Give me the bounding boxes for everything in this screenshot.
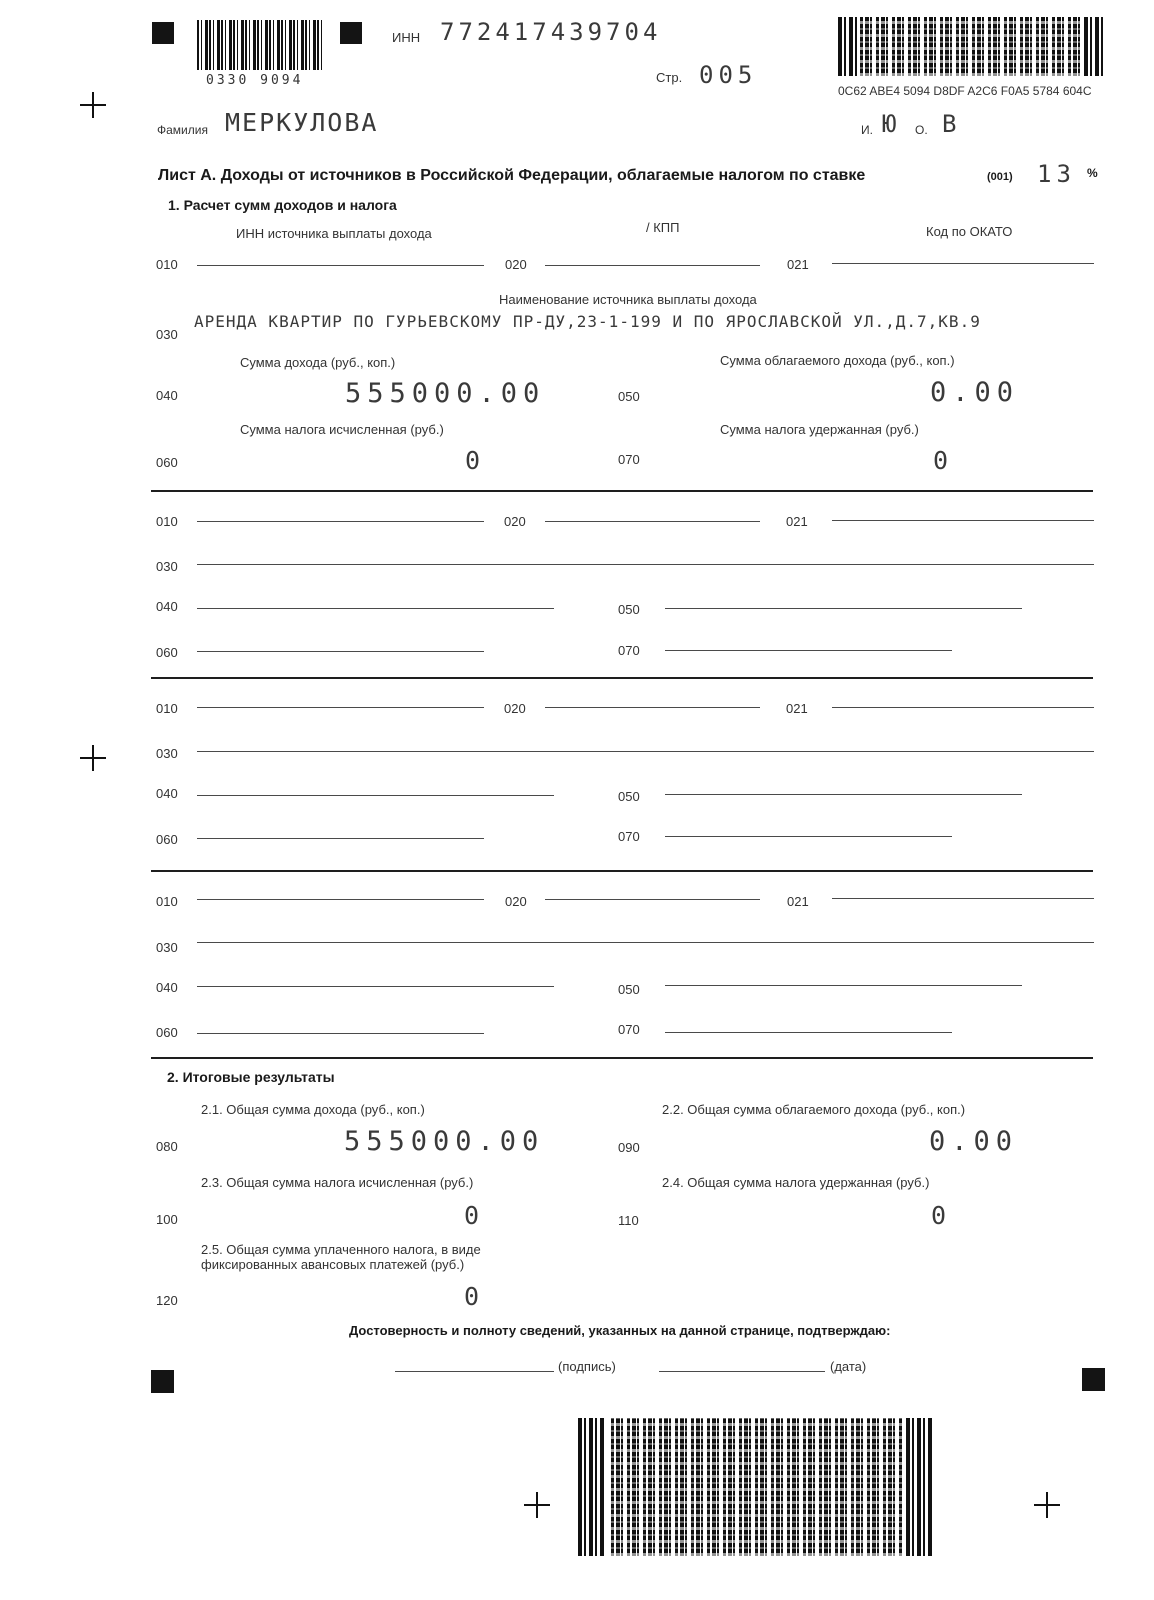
code-060: 060 bbox=[156, 832, 178, 847]
okato-field[interactable] bbox=[832, 520, 1094, 521]
datamatrix-border-icon bbox=[838, 17, 858, 76]
total-tax-paid-value[interactable]: 0 bbox=[464, 1282, 480, 1311]
page-label: Стр. bbox=[656, 70, 683, 85]
kpp-field[interactable] bbox=[545, 707, 760, 708]
code-021: 021 bbox=[786, 701, 808, 716]
code-070: 070 bbox=[618, 829, 640, 844]
registration-cross-icon bbox=[524, 1492, 550, 1518]
code-070: 070 bbox=[618, 1022, 640, 1037]
tax-calculated-field[interactable] bbox=[197, 1033, 484, 1034]
code-020: 020 bbox=[505, 894, 527, 909]
source-name-label: Наименование источника выплаты дохода bbox=[499, 292, 757, 307]
barcode-icon bbox=[197, 20, 324, 70]
code-100: 100 bbox=[156, 1212, 178, 1227]
corner-marker-icon bbox=[151, 1370, 174, 1393]
code-070: 070 bbox=[618, 452, 640, 467]
total-tax-paid-label-line1: 2.5. Общая сумма уплаченного налога, в виде bbox=[201, 1242, 481, 1257]
code-010: 010 bbox=[156, 514, 178, 529]
source-name-field[interactable] bbox=[197, 751, 1094, 752]
total-taxable-label: 2.2. Общая сумма облагаемого дохода (руб., коп.) bbox=[662, 1102, 966, 1117]
total-tax-withheld-value[interactable]: 0 bbox=[931, 1201, 947, 1230]
code-060: 060 bbox=[156, 455, 178, 470]
code-020: 020 bbox=[505, 257, 527, 272]
income-field[interactable] bbox=[197, 986, 554, 987]
inn-source-label: ИНН источника выплаты дохода bbox=[236, 226, 432, 241]
code-080: 080 bbox=[156, 1139, 178, 1154]
tax-withheld-field[interactable] bbox=[665, 1032, 952, 1033]
rate-unit: % bbox=[1087, 166, 1098, 180]
code-110: 110 bbox=[618, 1213, 639, 1228]
code-030: 030 bbox=[156, 559, 178, 574]
datamatrix-icon bbox=[860, 17, 1080, 76]
code-040: 040 bbox=[156, 786, 178, 801]
code-021: 021 bbox=[786, 514, 808, 529]
code-030: 030 bbox=[156, 327, 178, 342]
block-divider bbox=[151, 870, 1093, 872]
code-050: 050 bbox=[618, 982, 640, 997]
source-name-field[interactable] bbox=[197, 564, 1094, 565]
code-050: 050 bbox=[618, 789, 640, 804]
total-taxable-value[interactable]: 0.00 bbox=[929, 1126, 1019, 1157]
inn-label: ИНН bbox=[392, 30, 421, 45]
tax-withheld-label: Сумма налога удержанная (руб.) bbox=[720, 422, 919, 437]
code-021: 021 bbox=[787, 257, 809, 272]
inn-source-field[interactable] bbox=[197, 899, 484, 900]
code-070: 070 bbox=[618, 643, 640, 658]
source-name-value[interactable]: АРЕНДА КВАРТИР ПО ГУРЬЕВСКОМУ ПР-ДУ,23-1-199 И ПО ЯРОСЛАВСКОЙ УЛ.,Д.7,КВ.9 bbox=[194, 312, 981, 331]
taxable-sum-label: Сумма облагаемого дохода (руб., коп.) bbox=[720, 353, 955, 368]
datamatrix-border-icon bbox=[906, 1418, 934, 1556]
section1-title: 1. Расчет сумм доходов и налога bbox=[168, 197, 397, 213]
total-tax-paid-label-line2: фиксированных авансовых платежей (руб.) bbox=[201, 1257, 465, 1272]
tax-calculated-value[interactable]: 0 bbox=[465, 446, 481, 475]
tax-withheld-field[interactable] bbox=[665, 836, 952, 837]
code-030: 030 bbox=[156, 940, 178, 955]
date-field[interactable] bbox=[659, 1371, 825, 1372]
income-sum-label: Сумма дохода (руб., коп.) bbox=[240, 355, 396, 370]
okato-field[interactable] bbox=[832, 707, 1094, 708]
registration-cross-icon bbox=[80, 92, 106, 118]
initial-o-value: В bbox=[942, 110, 957, 138]
code-010: 010 bbox=[156, 701, 178, 716]
date-label: (дата) bbox=[830, 1359, 867, 1374]
total-income-value[interactable]: 555000.00 bbox=[344, 1126, 545, 1157]
code-010: 010 bbox=[156, 894, 178, 909]
inn-source-field[interactable] bbox=[197, 521, 484, 522]
income-field[interactable] bbox=[197, 795, 554, 796]
tax-withheld-field[interactable] bbox=[665, 650, 952, 651]
tax-calculated-field[interactable] bbox=[197, 651, 484, 652]
block-divider bbox=[151, 1057, 1093, 1059]
datamatrix-icon bbox=[611, 1418, 903, 1556]
code-050: 050 bbox=[618, 389, 640, 404]
code-040: 040 bbox=[156, 599, 178, 614]
tax-withheld-value[interactable]: 0 bbox=[933, 446, 949, 475]
initial-i-label: И. bbox=[861, 123, 873, 137]
inn-value: 772417439704 bbox=[440, 18, 662, 46]
kpp-label: / КПП bbox=[646, 220, 680, 235]
total-tax-calc-value[interactable]: 0 bbox=[464, 1201, 480, 1230]
tax-calculated-label: Сумма налога исчисленная (руб.) bbox=[240, 422, 444, 437]
code-060: 060 bbox=[156, 1025, 178, 1040]
code-021: 021 bbox=[787, 894, 809, 909]
income-value[interactable]: 555000.00 bbox=[345, 378, 546, 409]
signature-label: (подпись) bbox=[558, 1359, 616, 1374]
total-tax-withheld-label: 2.4. Общая сумма налога удержанная (руб.) bbox=[662, 1175, 930, 1190]
datamatrix-border-icon bbox=[1084, 17, 1104, 76]
okato-field[interactable] bbox=[832, 898, 1094, 899]
code-120: 120 bbox=[156, 1293, 178, 1308]
confirmation-text: Достоверность и полноту сведений, указанных на данной странице, подтверждаю: bbox=[349, 1323, 891, 1338]
code-030: 030 bbox=[156, 746, 178, 761]
inn-source-field[interactable] bbox=[197, 707, 484, 708]
signature-field[interactable] bbox=[395, 1371, 554, 1372]
okato-field[interactable] bbox=[832, 263, 1094, 264]
kpp-field[interactable] bbox=[545, 521, 760, 522]
rate-value: 13 bbox=[1037, 160, 1076, 188]
corner-marker-icon bbox=[1082, 1368, 1105, 1391]
code-010: 010 bbox=[156, 257, 178, 272]
code-040: 040 bbox=[156, 980, 178, 995]
initial-o-label: О. bbox=[915, 123, 928, 137]
page-value: 005 bbox=[699, 61, 758, 89]
code-050: 050 bbox=[618, 602, 640, 617]
surname-value: МЕРКУЛОВА bbox=[225, 108, 379, 137]
okato-label: Код по ОКАТО bbox=[926, 224, 1013, 239]
code-020: 020 bbox=[504, 701, 526, 716]
taxable-field[interactable] bbox=[665, 985, 1022, 986]
kpp-field[interactable] bbox=[545, 265, 760, 266]
registration-cross-icon bbox=[1034, 1492, 1060, 1518]
total-income-label: 2.1. Общая сумма дохода (руб., коп.) bbox=[201, 1102, 425, 1117]
kpp-field[interactable] bbox=[545, 899, 760, 900]
initial-i-value: Ю bbox=[882, 110, 897, 138]
code-020: 020 bbox=[504, 514, 526, 529]
taxable-field[interactable] bbox=[665, 794, 1022, 795]
surname-label: Фамилия bbox=[157, 123, 208, 137]
corner-marker-icon bbox=[152, 22, 174, 44]
block-divider bbox=[151, 677, 1093, 679]
document-code: 0C62 ABE4 5094 D8DF A2C6 F0A5 5784 604C bbox=[838, 84, 1092, 98]
taxable-field[interactable] bbox=[665, 608, 1022, 609]
code-060: 060 bbox=[156, 645, 178, 660]
source-name-field[interactable] bbox=[197, 942, 1094, 943]
sheet-title: Лист А. Доходы от источников в Российской Федерации, облагаемые налогом по ставке bbox=[158, 167, 866, 184]
rate-code: (001) bbox=[987, 171, 1013, 183]
block-divider bbox=[151, 490, 1093, 492]
taxable-value[interactable]: 0.00 bbox=[930, 377, 1020, 408]
section2-title: 2. Итоговые результаты bbox=[167, 1069, 335, 1085]
corner-marker-icon bbox=[340, 22, 362, 44]
registration-cross-icon bbox=[80, 745, 106, 771]
income-field[interactable] bbox=[197, 608, 554, 609]
datamatrix-border-icon bbox=[578, 1418, 606, 1556]
code-090: 090 bbox=[618, 1140, 640, 1155]
code-040: 040 bbox=[156, 388, 178, 403]
inn-source-field[interactable] bbox=[197, 265, 484, 266]
tax-calculated-field[interactable] bbox=[197, 838, 484, 839]
total-tax-calc-label: 2.3. Общая сумма налога исчисленная (руб.) bbox=[201, 1175, 474, 1190]
barcode-number: 0330 9094 bbox=[206, 73, 304, 88]
